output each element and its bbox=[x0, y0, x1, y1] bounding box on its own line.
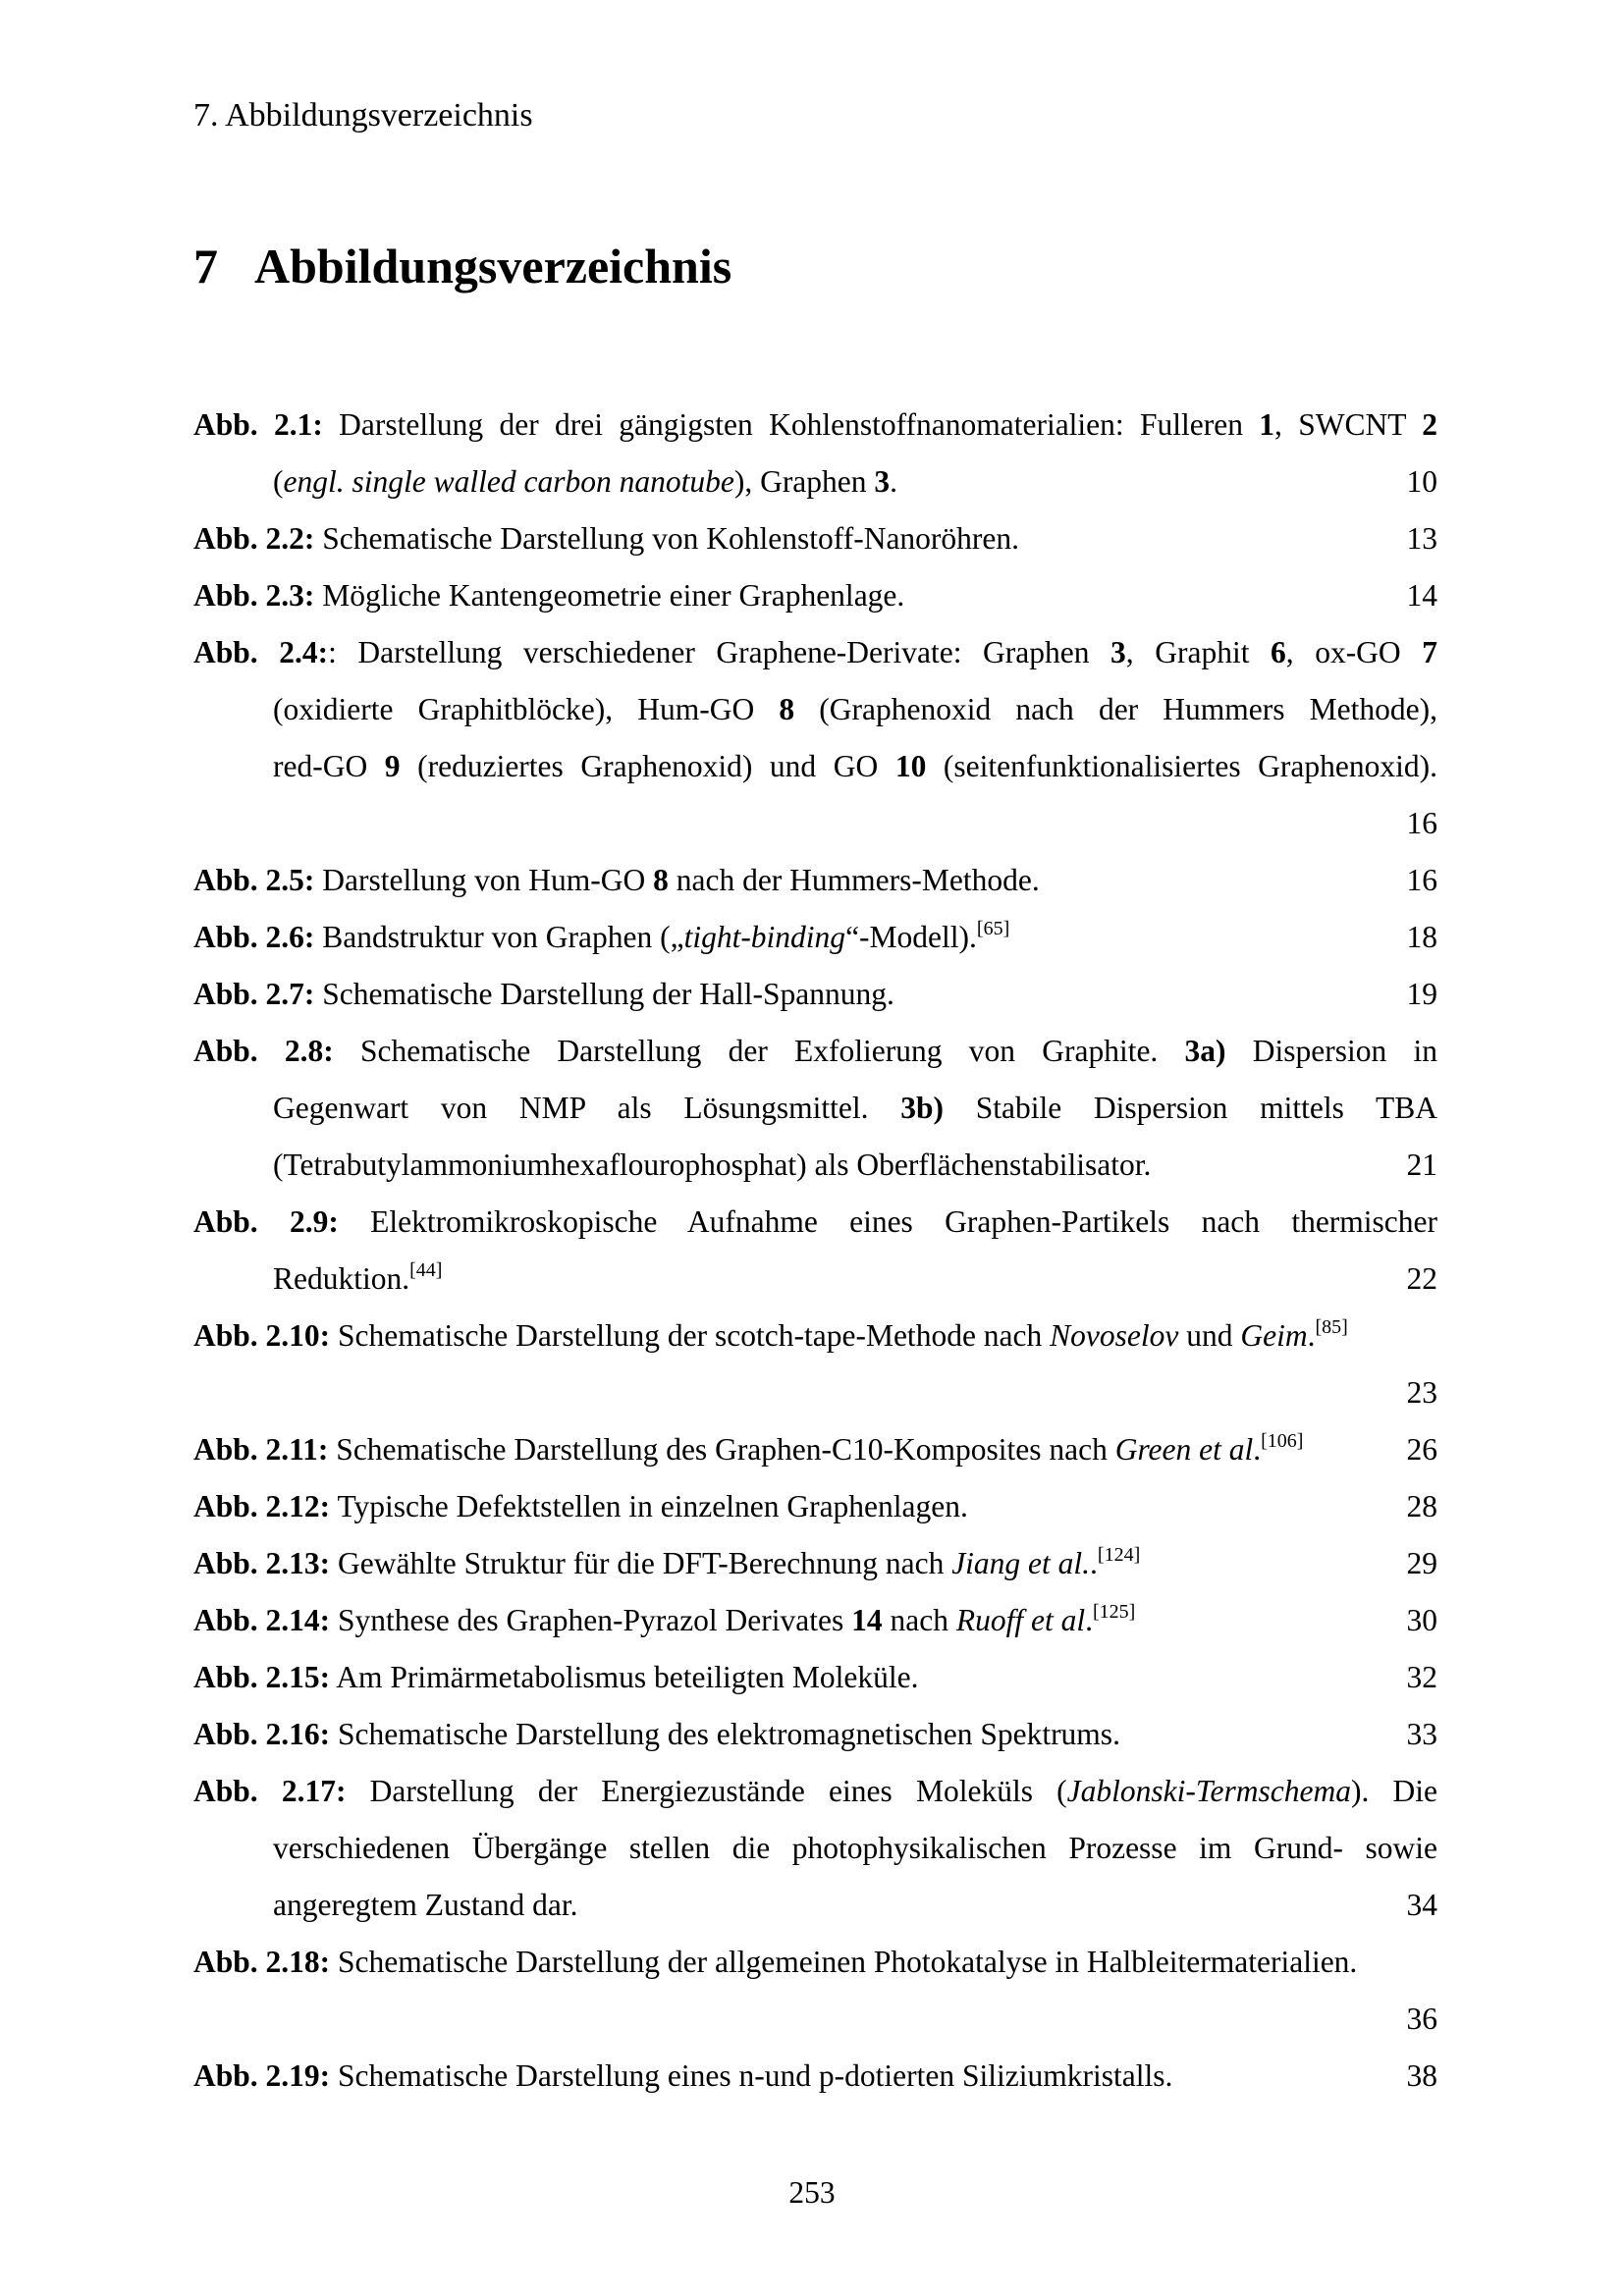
page-ref: 34 bbox=[1406, 1888, 1437, 1922]
citation-ref: [65] bbox=[976, 918, 1010, 939]
page-ref: 30 bbox=[1406, 1603, 1437, 1637]
list-item: Abb. 2.8: Schematische Darstellung der Exfolierung von Graphite. 3a) Dispersion in Gegenwart von NMP als Lösungsmittel. 3b) Stabile Dispersion mittels TBA (Tetrabutylammoniumhexaflourophosphat) als Oberflächenstabilisator. 21 bbox=[193, 1023, 1437, 1194]
page-ref: 28 bbox=[1406, 1489, 1437, 1523]
page-ref: 18 bbox=[1406, 920, 1437, 954]
page-ref: 16 bbox=[1406, 806, 1437, 840]
running-header: 7. Abbildungsverzeichnis bbox=[193, 97, 533, 133]
citation-ref: [85] bbox=[1315, 1316, 1348, 1338]
figure-list bbox=[193, 397, 1437, 2105]
page-ref: 23 bbox=[1406, 1375, 1437, 1410]
page-ref: 33 bbox=[1406, 1717, 1437, 1751]
citation-ref: [44] bbox=[409, 1259, 443, 1281]
page-ref: 21 bbox=[1406, 1148, 1437, 1182]
chapter-title bbox=[193, 238, 731, 294]
list-item: Abb. 2.11: Schematische Darstellung des Graphen-C10-Komposites nach Green et al.[106] 26 bbox=[193, 1421, 1437, 1478]
list-item: Abb. 2.14: Synthese des Graphen-Pyrazol Derivates 14 nach Ruoff et al.[125] 30 bbox=[193, 1592, 1437, 1649]
list-item: Abb. 2.15: Am Primärmetabolismus beteiligten Moleküle. 32 bbox=[193, 1649, 1437, 1706]
citation-ref: [125] bbox=[1092, 1601, 1136, 1623]
page-ref: 32 bbox=[1406, 1660, 1437, 1694]
list-item: Abb. 2.10: Schematische Darstellung der scotch-tape-Methode nach Novoselov und Geim.[85] 23 bbox=[193, 1308, 1437, 1421]
list-item: Abb. 2.2: Schematische Darstellung von Kohlenstoff-Nanoröhren. 13 bbox=[193, 510, 1437, 567]
list-item: Abb. 2.13: Gewählte Struktur für die DFT-Berechnung nach Jiang et al..[124] 29 bbox=[193, 1535, 1437, 1592]
page-ref: 10 bbox=[1406, 464, 1437, 499]
list-item: Abb. 2.4:: Darstellung verschiedener Graphene-Derivate: Graphen 3, Graphit 6, ox-GO 7 (oxidierte Graphitblöcke), Hum-GO 8 (Graphenoxid nach der Hummers Methode), red-GO 9 (reduziertes Graphenoxid) und GO 10 (seitenfunktionalisiertes Graphenoxid). 16 bbox=[193, 624, 1437, 852]
citation-ref: [124] bbox=[1097, 1544, 1141, 1566]
page-ref: 13 bbox=[1406, 521, 1437, 556]
page-ref: 38 bbox=[1406, 2058, 1437, 2093]
page-ref: 29 bbox=[1406, 1546, 1437, 1580]
chapter-number: 7 bbox=[193, 239, 218, 294]
page-ref: 26 bbox=[1406, 1432, 1437, 1467]
list-item: Abb. 2.18: Schematische Darstellung der allgemeinen Photokatalyse in Halbleitermaterialien. 36 bbox=[193, 1934, 1437, 2048]
list-item: Abb. 2.6: Bandstruktur von Graphen („tight-binding“-Modell).[65] 18 bbox=[193, 909, 1437, 966]
citation-ref: [106] bbox=[1261, 1430, 1304, 1452]
list-item: Abb. 2.17: Darstellung der Energiezustände eines Moleküls (Jablonski-Termschema). Die verschiedenen Übergänge stellen die photophysikalischen Prozesse im Grund- sowie angeregtem Zustand dar. 34 bbox=[193, 1763, 1437, 1934]
list-item: Abb. 2.1: Darstellung der drei gängigsten Kohlenstoffnanomaterialien: Fulleren 1, SWCNT 2 (engl. single walled carbon nanotube), Graphen 3. 10 bbox=[193, 397, 1437, 510]
list-item: Abb. 2.5: Darstellung von Hum-GO 8 nach der Hummers-Methode. 16 bbox=[193, 852, 1437, 909]
page-number: 253 bbox=[788, 2175, 836, 2210]
page-ref: 22 bbox=[1406, 1261, 1437, 1296]
list-item: Abb. 2.9: Elektromikroskopische Aufnahme eines Graphen-Partikels nach thermischer Reduktion.[44] 22 bbox=[193, 1194, 1437, 1308]
list-item: Abb. 2.3: Mögliche Kantengeometrie einer Graphenlage. 14 bbox=[193, 567, 1437, 624]
list-item: Abb. 2.16: Schematische Darstellung des elektromagnetischen Spektrums. 33 bbox=[193, 1706, 1437, 1763]
page-ref: 14 bbox=[1406, 578, 1437, 613]
page-ref: 19 bbox=[1406, 977, 1437, 1011]
list-item: Abb. 2.19: Schematische Darstellung eines n-und p-dotierten Siliziumkristalls. 38 bbox=[193, 2048, 1437, 2105]
list-item: Abb. 2.12: Typische Defektstellen in einzelnen Graphenlagen. 28 bbox=[193, 1478, 1437, 1535]
page-ref: 16 bbox=[1406, 863, 1437, 897]
page-ref: 36 bbox=[1406, 2002, 1437, 2036]
list-item: Abb. 2.7: Schematische Darstellung der Hall-Spannung. 19 bbox=[193, 966, 1437, 1023]
chapter-title-text: Abbildungsverzeichnis bbox=[254, 239, 732, 294]
